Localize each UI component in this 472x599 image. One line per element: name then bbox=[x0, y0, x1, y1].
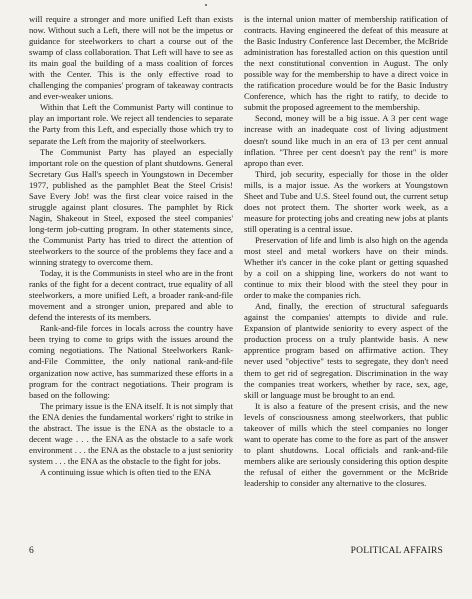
paragraph: is the internal union matter of membership ratification of contracts. Having engineered the defeat of this measure at the Basic Industry Conference last December, the McBride administration has forestalled action on this question until the next constitutional convention in August. The only possible way for the membership to have a direct voice in the ratification procedure would be for the Basic Industry Conference, which has the right to ratify, to decide to submit the proposed agreement to the membership. bbox=[244, 14, 448, 113]
paragraph: A continuing issue which is often tied to the ENA bbox=[40, 466, 212, 477]
page-footer bbox=[29, 546, 443, 560]
paragraph: Rank-and-file forces in locals across the country have been trying to come to grips with the issues around the coming negotiations. The National Steelworkers Rank-and-File Committee, the only national rank-and-file organization now active, has summarized these efforts in a program for the contract negotiations. Their program is based on the following: bbox=[29, 323, 233, 400]
page-number: 6 bbox=[29, 546, 34, 556]
right-column bbox=[244, 14, 448, 489]
paragraph: Within that Left the Communist Party will continue to play an important role. We reject all tendencies to separate the Party from this Left, and especially those which try to separate the Left from the majority of steelworkers. bbox=[29, 102, 233, 146]
paragraph: Third, job security, especially for those in the older mills, is a major issue. As the workers at Youngstown Sheet and Tube and U.S. Steel found out, the current setup does not protect them. The shorter work week, as a measure for protecting jobs and creating new jobs at plants still operating is a central issue. bbox=[244, 168, 448, 234]
paragraph: It is also a feature of the present crisis, and the new levels of consciousness among steelworkers, that public takeover of mills which the steel companies no longer want to operate has come to the fore as part of the answer to plant shutdowns. Local officials and rank-and-file members alike are seriously considering this option despite the refusal of either the government or the McBride leadership to consider any alternative to the closures. bbox=[244, 400, 448, 488]
paragraph: Second, money will be a big issue. A 3 per cent wage increase with an inadequate cost of living adjustment doesn't sound like much in an era of 13 per cent annual inflation. "Three per cent doesn't pay the rent" is more apropo than ever. bbox=[244, 113, 448, 168]
scan-speck bbox=[205, 4, 207, 6]
paragraph: And, finally, the erection of structural safeguards against the companies' attempts to divide and rule. Expansion of plantwide seniority to every aspect of the production process on a truly plantwide basis. A new apprentice program based on affirmative action. They never used "objective" tests to segregate, they don't need them to get rid of segregation. Discrimination in the way the companies treat workers, whether by race, sex, age, skill or language must be brought to an end. bbox=[244, 301, 448, 400]
paragraph: Preservation of life and limb is also high on the agenda most steel and metal workers have on their minds. Whether it's cancer in the coke plant or getting squashed by a coil on a shipping line, workers do not want to continue to mix their blood with the steel they pour in order to make the companies rich. bbox=[244, 234, 448, 301]
left-column bbox=[29, 14, 233, 478]
paragraph: The primary issue is the ENA itself. It is not simply that the ENA denies the fundamental workers' right to strike in the abstract. The issue is the ENA as the obstacle to a decent wage . . . the ENA as the obstacle to a safe work environment . . . the ENA as the obstacle to a just seniority system . . . the ENA as the obstacle to the fight for jobs. bbox=[29, 400, 233, 466]
paragraph: The Communist Party has played an especially important role on the question of plant shutdowns. General Secretary Gus Hall's speech in Youngstown in December 1977, published as the pamphlet Beat the Steel Crisis! Save Every Job! was the first clear voice raised in the struggle against plant closures. The pamphlet by Rick Nagin, Shakeout in Steel, exposed the steel companies' long-term job-cutting program. In other statements since, the Communist Party has tried to direct the attention of steelworkers to the source of the problems they face and a winning strategy to overcome them. bbox=[29, 146, 233, 268]
paragraph: Today, it is the Communists in steel who are in the front ranks of the fight for a decent contract, true equality of all steelworkers, a more unified Left, a broader rank-and-file movement and a stronger union, prepared and able to defend the interests of its members. bbox=[29, 268, 233, 323]
paragraph: will require a stronger and more unified Left than exists now. Without such a Left, there will not be the impetus or guidance for steelworkers to chart a course out of the swamp of class collaboration. That Left will have to see as its main goal the building of a mass coalition of forces with the Center. This is the only effective road to challenging the companies' program of takeaway contracts and ever-weaker unions. bbox=[29, 14, 233, 102]
magazine-title: POLITICAL AFFAIRS bbox=[350, 546, 443, 556]
